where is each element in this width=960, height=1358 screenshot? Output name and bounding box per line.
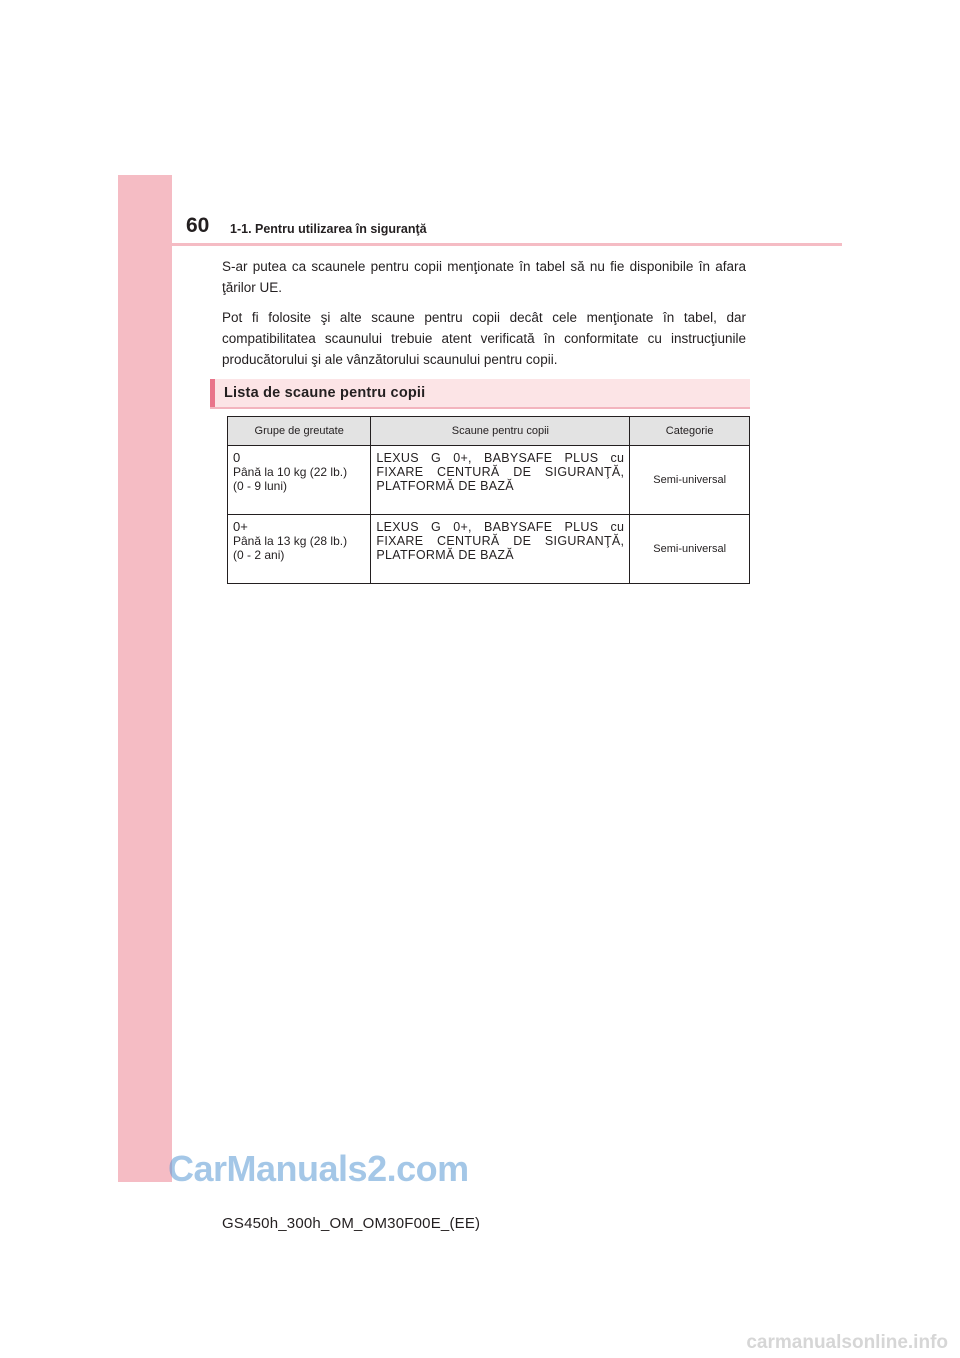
carmanuals-watermark-logo: CarManuals2.com bbox=[168, 1148, 469, 1189]
group-age: (0 - 2 ani) bbox=[233, 548, 285, 562]
section-title: Lista de scaune pentru copii bbox=[224, 385, 426, 401]
section-heading bbox=[210, 379, 750, 409]
section-accent-bar bbox=[210, 379, 215, 409]
group-age: (0 - 9 luni) bbox=[233, 479, 288, 493]
table-header-row bbox=[228, 417, 750, 446]
child-seat-cell bbox=[371, 515, 630, 584]
group-weight: Până la 13 kg (28 lb.) bbox=[233, 534, 348, 548]
header-category: Categorie bbox=[630, 417, 750, 446]
section-underline bbox=[210, 407, 750, 409]
weight-group-cell bbox=[228, 515, 371, 584]
paragraph-other-seats: Pot fi folosite şi alte scaune pentru copii decât cele menţionate în tabel, dar compatibilitatea scaunului trebuie atent verificată în conformitate cu instrucţiunile producătorului şi ale vânzătorului scaunului pentru copii. bbox=[222, 310, 746, 367]
group-weight: Până la 10 kg (22 lb.) bbox=[233, 465, 348, 479]
seat-name: LEXUS G 0+, BABYSAFE PLUS cu FIXARE CENTURĂ DE SIGURANŢĂ, PLATFORMĂ DE BAZĂ bbox=[376, 520, 625, 562]
document-code: GS450h_300h_OM_OM30F00E_(EE) bbox=[222, 1215, 481, 1232]
header-rule bbox=[172, 243, 842, 246]
site-watermark: carmanualsonline.info bbox=[746, 1332, 948, 1353]
table-row bbox=[228, 446, 750, 515]
child-seat-cell bbox=[371, 446, 630, 515]
running-header: 1-1. Pentru utilizarea în siguranţă bbox=[230, 222, 427, 236]
table-row bbox=[228, 515, 750, 584]
category-cell: Semi-universal bbox=[630, 446, 750, 515]
side-color-band bbox=[118, 175, 172, 1182]
group-label: 0 bbox=[233, 450, 241, 465]
header-weight-groups: Grupe de greutate bbox=[228, 417, 371, 446]
paragraph-eu-availability: S-ar putea ca scaunele pentru copii menţionate în tabel să nu fie disponibile în afara ţărilor UE. bbox=[222, 259, 746, 295]
page-number: 60 bbox=[186, 214, 210, 237]
group-label: 0+ bbox=[233, 519, 248, 534]
header-child-seats: Scaune pentru copii bbox=[371, 417, 630, 446]
child-seat-table bbox=[227, 416, 750, 584]
weight-group-cell bbox=[228, 446, 371, 515]
seat-name: LEXUS G 0+, BABYSAFE PLUS cu FIXARE CENTURĂ DE SIGURANŢĂ, PLATFORMĂ DE BAZĂ bbox=[376, 451, 625, 493]
category-cell: Semi-universal bbox=[630, 515, 750, 584]
